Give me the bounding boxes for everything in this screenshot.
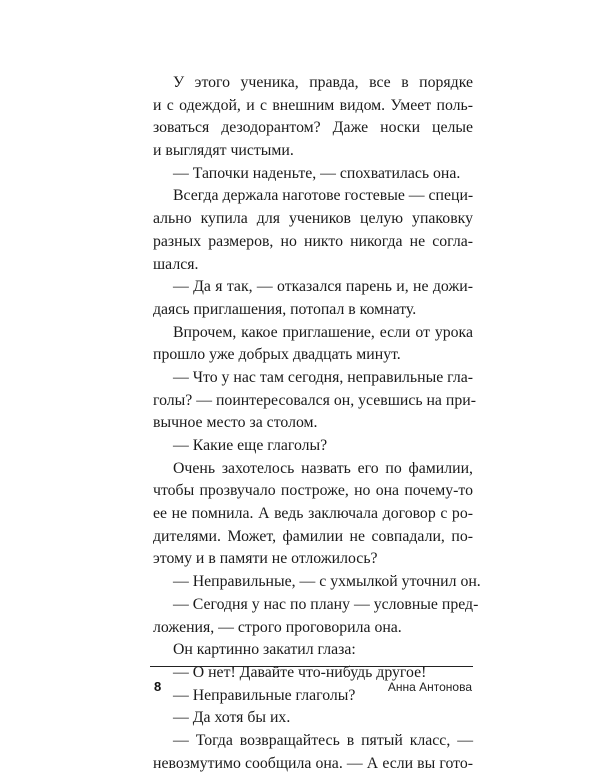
text-line: Он картинно закатил глаза: [173, 641, 356, 659]
text-line: — Да я так, — отказался парень и, не дожи- [173, 278, 473, 296]
text-line: — Какие еще глаголы? [173, 437, 328, 454]
text-line: голы? — поинтересовался он, усевшись на при- [153, 391, 476, 409]
paragraph [153, 707, 473, 730]
paragraph [153, 730, 473, 775]
text-line: — Что у нас там сегодня, неправильные гла- [173, 368, 473, 386]
text-line: — Сегодня у нас по плану — условные пред- [173, 595, 479, 613]
text-line: даясь приглашения, потопал в комнату. [153, 300, 417, 318]
text-line: Всегда держала наготове гостевые — специ- [173, 187, 474, 205]
paragraph [153, 594, 479, 639]
text-line: — О нет! Давайте что-нибудь другое! [173, 663, 427, 681]
text-line: и выглядят чистыми. [153, 142, 294, 160]
paragraph [153, 435, 473, 458]
paragraph [153, 458, 473, 571]
paragraph [153, 163, 473, 186]
text-line: У этого ученика, правда, все в порядке [173, 74, 473, 91]
text-line: вычное место за столом. [153, 414, 318, 432]
text-line: — Тогда возвращайтесь в пятый класс, — [173, 731, 473, 749]
text-line: ально купила для учеников целую упаковку [153, 210, 473, 228]
text-line: этому и в памяти не отложилось? [153, 550, 378, 568]
text-line: чтобы прозвучало построже, но она почему-то [153, 482, 473, 500]
text-line: — Тапочки наденьте, — спохватилась она. [173, 164, 461, 182]
body-text [153, 72, 481, 775]
footer-divider [150, 666, 473, 667]
text-line: — Неправильные глаголы? [173, 686, 356, 704]
paragraph [153, 639, 473, 662]
text-line: невозмутимо сообщила она. — А если вы гото- [153, 754, 473, 772]
paragraph [153, 367, 476, 435]
text-line: — Да хотя бы их. [173, 709, 291, 727]
paragraph [153, 276, 473, 321]
text-line: шался. [153, 255, 199, 273]
paragraph [153, 72, 473, 163]
text-line: Впрочем, какое приглашение, если от урока [173, 323, 473, 341]
text-line: ложения, — строго проговорила она. [153, 618, 402, 636]
text-line: разных размеров, но никто никогда не согла- [153, 232, 473, 250]
text-line: и с одеждой, и с внешним видом. Умеет поль- [153, 96, 473, 114]
text-line: — Неправильные, — с ухмылкой уточнил он. [173, 573, 481, 591]
text-line: ее не помнила. А ведь заключала договор с ро- [153, 505, 473, 523]
paragraph [153, 322, 473, 367]
text-line: зоваться дезодорантом? Даже носки целые [153, 119, 473, 137]
paragraph [153, 571, 481, 594]
text-line: прошло уже добрых двадцать минут. [153, 346, 401, 364]
text-line: дителями. Может, фамилии не совпадали, по- [153, 527, 473, 545]
paragraph [153, 185, 473, 276]
running-footer-author: Анна Антонова [387, 680, 472, 694]
text-line: Очень захотелось назвать его по фамилии, [173, 459, 473, 477]
page-number: 8 [154, 679, 162, 694]
